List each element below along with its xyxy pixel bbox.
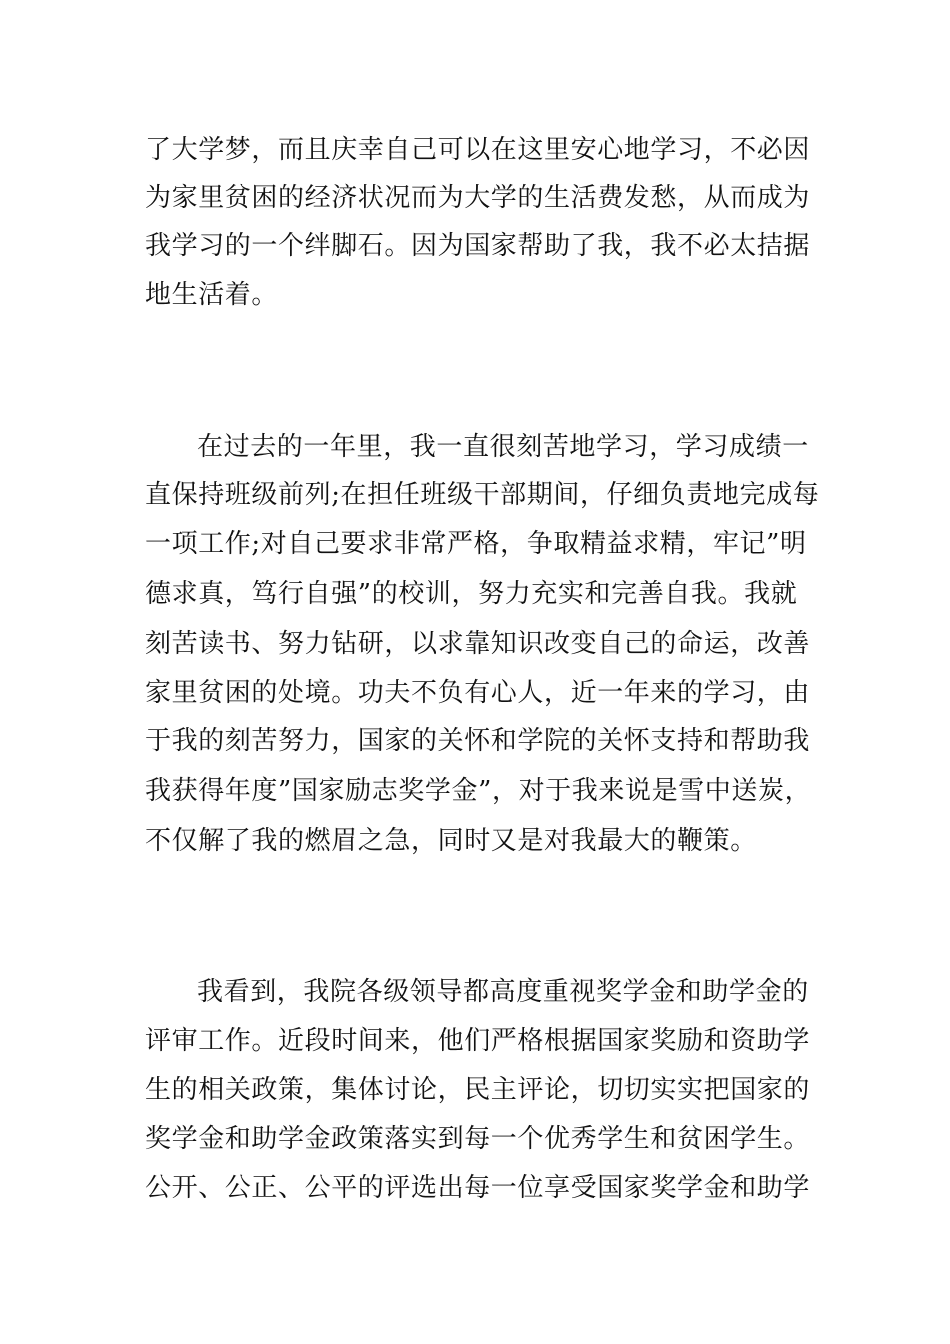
text-line: 为家里贫困的经济状况而为大学的生活费发愁，从而成为 (145, 183, 811, 213)
text-line: 于我的刻苦努力，国家的关怀和学院的关怀支持和帮助我 (145, 726, 811, 756)
text-line: 我看到，我院各级领导都高度重视奖学金和助学金的 (197, 977, 809, 1007)
text-line: 一项工作;对自己要求非常严格，争取精益求精，牢记”明 (145, 529, 807, 559)
text-line: 刻苦读书、努力钻研，以求靠知识改变自己的命运，改善 (145, 629, 811, 659)
text-line: 了大学梦，而且庆幸自己可以在这里安心地学习，不必因 (145, 135, 811, 165)
text-line: 奖学金和助学金政策落实到每一个优秀学生和贫困学生。 (145, 1124, 811, 1154)
text-line: 地生活着。 (145, 280, 279, 310)
text-line: 直保持班级前列;在担任班级干部期间，仔细负责地完成每 (145, 480, 820, 510)
text-line: 在过去的一年里，我一直很刻苦地学习，学习成绩一 (197, 432, 809, 462)
text-line: 公开、公正、公平的评选出每一位享受国家奖学金和助学 (145, 1173, 811, 1203)
text-line: 不仅解了我的燃眉之急，同时又是对我最大的鞭策。 (145, 826, 757, 856)
text-line: 评审工作。近段时间来，他们严格根据国家奖励和资助学 (145, 1026, 811, 1056)
text-line: 我学习的一个绊脚石。因为国家帮助了我，我不必太拮据 (145, 231, 811, 261)
text-line: 生的相关政策，集体讨论，民主评论，切切实实把国家的 (145, 1075, 811, 1105)
text-line: 家里贫困的处境。功夫不负有心人，近一年来的学习，由 (145, 678, 811, 708)
text-line: 德求真，笃行自强”的校训，努力充实和完善自我。我就 (145, 579, 798, 609)
text-line: 我获得年度”国家励志奖学金”，对于我来说是雪中送炭， (145, 776, 812, 806)
